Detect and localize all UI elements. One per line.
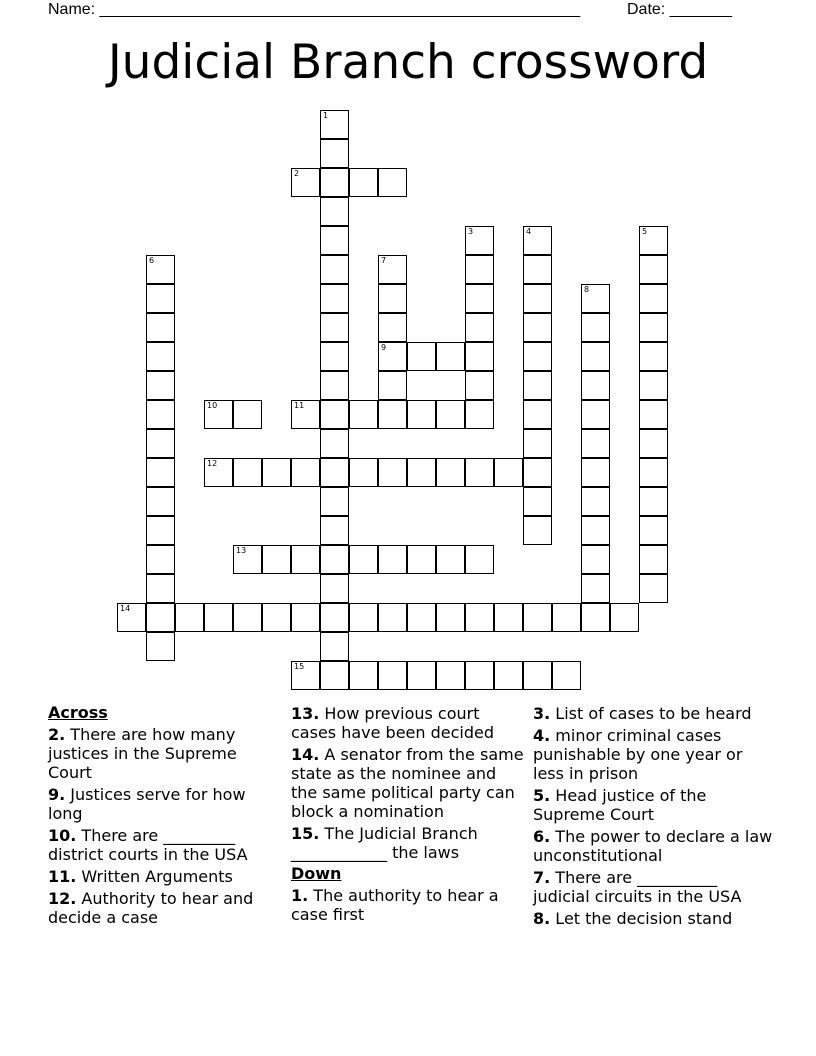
- grid-cell[interactable]: [320, 661, 349, 690]
- grid-cell[interactable]: [320, 603, 349, 632]
- grid-cell[interactable]: [494, 661, 523, 690]
- clue-number: 15.: [291, 824, 320, 843]
- cell-number: 7: [381, 256, 387, 265]
- clue-number: 7.: [533, 868, 551, 887]
- grid-cell[interactable]: [581, 458, 610, 487]
- grid-cell[interactable]: [523, 371, 552, 400]
- grid-cell[interactable]: [407, 400, 436, 429]
- clue-number: 5.: [533, 786, 551, 805]
- grid-cell[interactable]: [610, 603, 639, 632]
- clue-number: 1.: [291, 886, 309, 905]
- grid-cell[interactable]: [320, 342, 349, 371]
- clue-item: [291, 886, 527, 924]
- grid-cell[interactable]: [639, 458, 668, 487]
- cell-number: 11: [294, 401, 305, 410]
- grid-cell[interactable]: [581, 545, 610, 574]
- grid-cell[interactable]: [378, 284, 407, 313]
- grid-cell[interactable]: [349, 168, 378, 197]
- cell-number: 6: [149, 256, 155, 265]
- grid-cell[interactable]: [523, 458, 552, 487]
- grid-cell[interactable]: [291, 400, 320, 429]
- clue-item: [533, 868, 773, 906]
- grid-cell[interactable]: [639, 487, 668, 516]
- grid-cell[interactable]: [465, 284, 494, 313]
- grid-cell[interactable]: [320, 400, 349, 429]
- grid-cell[interactable]: [436, 603, 465, 632]
- grid-cell[interactable]: [523, 284, 552, 313]
- clue-heading-across: Across: [48, 703, 108, 722]
- grid-cell[interactable]: [349, 603, 378, 632]
- grid-cell[interactable]: [146, 458, 175, 487]
- grid-cell[interactable]: [146, 603, 175, 632]
- grid-cell[interactable]: [320, 516, 349, 545]
- grid-cell[interactable]: [291, 603, 320, 632]
- cell-number: 1: [323, 111, 329, 120]
- date-field[interactable]: Date: _______: [627, 1, 732, 18]
- grid-cell[interactable]: [320, 574, 349, 603]
- grid-cell[interactable]: [436, 545, 465, 574]
- clue-item: [533, 704, 773, 723]
- clue-column-3: [533, 701, 773, 928]
- grid-cell[interactable]: [581, 603, 610, 632]
- clue-item: [291, 824, 527, 862]
- grid-cell[interactable]: [523, 226, 552, 255]
- grid-cell[interactable]: [378, 603, 407, 632]
- grid-cell[interactable]: [204, 458, 233, 487]
- clue-number: 11.: [48, 867, 77, 886]
- clue-text: Let the decision stand: [550, 909, 733, 928]
- grid-cell[interactable]: [320, 284, 349, 313]
- grid-cell[interactable]: [639, 429, 668, 458]
- grid-cell[interactable]: [233, 400, 262, 429]
- grid-cell[interactable]: [320, 371, 349, 400]
- clue-item: [48, 889, 284, 927]
- grid-cell[interactable]: [523, 400, 552, 429]
- clue-text: Written Arguments: [76, 867, 233, 886]
- grid-cell[interactable]: [639, 516, 668, 545]
- grid-cell[interactable]: [262, 545, 291, 574]
- name-field[interactable]: Name: ______________________________________________________: [48, 1, 581, 18]
- grid-cell[interactable]: [465, 603, 494, 632]
- grid-cell[interactable]: [523, 313, 552, 342]
- grid-cell[interactable]: [465, 458, 494, 487]
- grid-cell[interactable]: [639, 226, 668, 255]
- grid-cell[interactable]: [204, 603, 233, 632]
- grid-cell[interactable]: [407, 342, 436, 371]
- clue-item: [533, 827, 773, 865]
- grid-cell[interactable]: [639, 545, 668, 574]
- clue-item: [291, 745, 527, 821]
- grid-cell[interactable]: [465, 661, 494, 690]
- grid-cell[interactable]: [494, 458, 523, 487]
- cell-number: 10: [207, 401, 218, 410]
- grid-cell[interactable]: [436, 342, 465, 371]
- grid-cell[interactable]: [175, 603, 204, 632]
- grid-cell[interactable]: [523, 603, 552, 632]
- grid-cell[interactable]: [523, 516, 552, 545]
- grid-cell[interactable]: [146, 400, 175, 429]
- clue-text: minor criminal cases punishable by one year or less in prison: [533, 726, 743, 783]
- grid-cell[interactable]: [291, 458, 320, 487]
- clue-text: The Judicial Branch ____________ the laws: [291, 824, 478, 862]
- clue-item: [48, 725, 284, 782]
- grid-cell[interactable]: [146, 255, 175, 284]
- cell-number: 5: [642, 227, 648, 236]
- clue-number: 10.: [48, 826, 77, 845]
- grid-cell[interactable]: [378, 168, 407, 197]
- clue-text: Justices serve for how long: [48, 785, 246, 823]
- grid-cell[interactable]: [320, 168, 349, 197]
- grid-cell[interactable]: [581, 574, 610, 603]
- clue-number: 4.: [533, 726, 551, 745]
- grid-cell[interactable]: [146, 632, 175, 661]
- grid-cell[interactable]: [378, 371, 407, 400]
- grid-cell[interactable]: [407, 458, 436, 487]
- grid-cell[interactable]: [523, 661, 552, 690]
- clue-text: There are _________ district courts in the USA: [48, 826, 248, 864]
- grid-cell[interactable]: [523, 255, 552, 284]
- grid-cell[interactable]: [465, 313, 494, 342]
- clue-text: There are how many justices in the Supreme Court: [48, 725, 237, 782]
- grid-cell[interactable]: [581, 429, 610, 458]
- grid-cell[interactable]: [146, 342, 175, 371]
- grid-cell[interactable]: [233, 603, 262, 632]
- grid-cell[interactable]: [639, 342, 668, 371]
- cell-number: 2: [294, 169, 300, 178]
- grid-cell[interactable]: [552, 661, 581, 690]
- clue-number: 12.: [48, 889, 77, 908]
- grid-cell[interactable]: [378, 313, 407, 342]
- grid-cell[interactable]: [581, 400, 610, 429]
- grid-cell[interactable]: [349, 458, 378, 487]
- grid-cell[interactable]: [378, 255, 407, 284]
- grid-cell[interactable]: [320, 632, 349, 661]
- clue-number: 9.: [48, 785, 66, 804]
- clue-number: 14.: [291, 745, 320, 764]
- clue-number: 6.: [533, 827, 551, 846]
- grid-cell[interactable]: [320, 313, 349, 342]
- grid-cell[interactable]: [291, 545, 320, 574]
- clue-text: Authority to hear and decide a case: [48, 889, 254, 927]
- grid-cell[interactable]: [146, 516, 175, 545]
- grid-cell[interactable]: [436, 661, 465, 690]
- grid-cell[interactable]: [146, 313, 175, 342]
- grid-cell[interactable]: [581, 313, 610, 342]
- grid-cell[interactable]: [233, 545, 262, 574]
- grid-cell[interactable]: [581, 342, 610, 371]
- grid-cell[interactable]: [146, 545, 175, 574]
- grid-cell[interactable]: [320, 429, 349, 458]
- clue-text: How previous court cases have been decided: [291, 704, 495, 742]
- grid-cell[interactable]: [465, 371, 494, 400]
- clue-text: The authority to hear a case first: [291, 886, 499, 924]
- clue-text: Head justice of the Supreme Court: [533, 786, 707, 824]
- clue-number: 8.: [533, 909, 551, 928]
- grid-cell[interactable]: [581, 284, 610, 313]
- grid-cell[interactable]: [523, 342, 552, 371]
- grid-cell[interactable]: [436, 458, 465, 487]
- clue-item: [533, 786, 773, 824]
- grid-cell[interactable]: [233, 458, 262, 487]
- clue-item: [48, 785, 284, 823]
- clue-number: 3.: [533, 704, 551, 723]
- grid-cell[interactable]: [523, 487, 552, 516]
- grid-cell[interactable]: [407, 545, 436, 574]
- grid-cell[interactable]: [581, 516, 610, 545]
- clue-text: The power to declare a law unconstitutional: [533, 827, 773, 865]
- clue-item: [48, 867, 284, 886]
- grid-cell[interactable]: [378, 545, 407, 574]
- grid-cell[interactable]: [407, 661, 436, 690]
- grid-cell[interactable]: [320, 197, 349, 226]
- clue-text: There are __________ judicial circuits in the USA: [533, 868, 742, 906]
- clue-text: A senator from the same state as the nominee and the same political party can block a nomination: [291, 745, 524, 821]
- clue-number: 2.: [48, 725, 66, 744]
- grid-cell[interactable]: [378, 458, 407, 487]
- cell-number: 9: [381, 343, 387, 352]
- grid-cell[interactable]: [349, 545, 378, 574]
- grid-cell[interactable]: [523, 429, 552, 458]
- grid-cell[interactable]: [117, 603, 146, 632]
- grid-cell[interactable]: [320, 487, 349, 516]
- grid-cell[interactable]: [320, 255, 349, 284]
- grid-cell[interactable]: [349, 400, 378, 429]
- grid-cell[interactable]: [639, 313, 668, 342]
- grid-cell[interactable]: [465, 400, 494, 429]
- grid-cell[interactable]: [639, 574, 668, 603]
- clue-column-2: [291, 701, 527, 924]
- grid-cell[interactable]: [639, 371, 668, 400]
- grid-cell[interactable]: [581, 371, 610, 400]
- grid-cell[interactable]: [639, 284, 668, 313]
- grid-cell[interactable]: [320, 226, 349, 255]
- grid-cell[interactable]: [436, 400, 465, 429]
- cell-number: 15: [294, 662, 305, 671]
- cell-number: 8: [584, 285, 590, 294]
- cell-number: 12: [207, 459, 218, 468]
- grid-cell[interactable]: [465, 255, 494, 284]
- grid-cell[interactable]: [581, 487, 610, 516]
- grid-cell[interactable]: [320, 545, 349, 574]
- cell-number: 4: [526, 227, 532, 236]
- clue-item: [533, 726, 773, 783]
- grid-cell[interactable]: [494, 603, 523, 632]
- cell-number: 13: [236, 546, 247, 555]
- grid-cell[interactable]: [146, 487, 175, 516]
- grid-cell[interactable]: [378, 661, 407, 690]
- grid-cell[interactable]: [465, 226, 494, 255]
- grid-cell[interactable]: [320, 110, 349, 139]
- grid-cell[interactable]: [349, 661, 378, 690]
- grid-cell[interactable]: [146, 574, 175, 603]
- clue-item: [291, 704, 527, 742]
- grid-cell[interactable]: [407, 603, 436, 632]
- clue-item: [48, 826, 284, 864]
- grid-cell[interactable]: [465, 545, 494, 574]
- clue-item: [533, 909, 773, 928]
- grid-cell[interactable]: [320, 458, 349, 487]
- grid-cell[interactable]: [291, 168, 320, 197]
- cell-number: 3: [468, 227, 474, 236]
- clue-text: List of cases to be heard: [550, 704, 752, 723]
- clue-number: 13.: [291, 704, 320, 723]
- grid-cell[interactable]: [204, 400, 233, 429]
- grid-cell[interactable]: [262, 458, 291, 487]
- grid-cell[interactable]: [146, 284, 175, 313]
- clue-heading-down: Down: [291, 864, 342, 883]
- grid-cell[interactable]: [320, 139, 349, 168]
- grid-cell[interactable]: [146, 429, 175, 458]
- grid-cell[interactable]: [378, 400, 407, 429]
- grid-cell[interactable]: [291, 661, 320, 690]
- page-title: Judicial Branch crossword: [107, 35, 709, 90]
- grid-cell[interactable]: [639, 400, 668, 429]
- grid-cell[interactable]: [146, 371, 175, 400]
- clue-column-1: [48, 701, 284, 927]
- cell-number: 14: [120, 604, 131, 613]
- grid-cell[interactable]: [552, 603, 581, 632]
- grid-cell[interactable]: [262, 603, 291, 632]
- grid-cell[interactable]: [465, 342, 494, 371]
- grid-cell[interactable]: [378, 342, 407, 371]
- grid-cell[interactable]: [639, 255, 668, 284]
